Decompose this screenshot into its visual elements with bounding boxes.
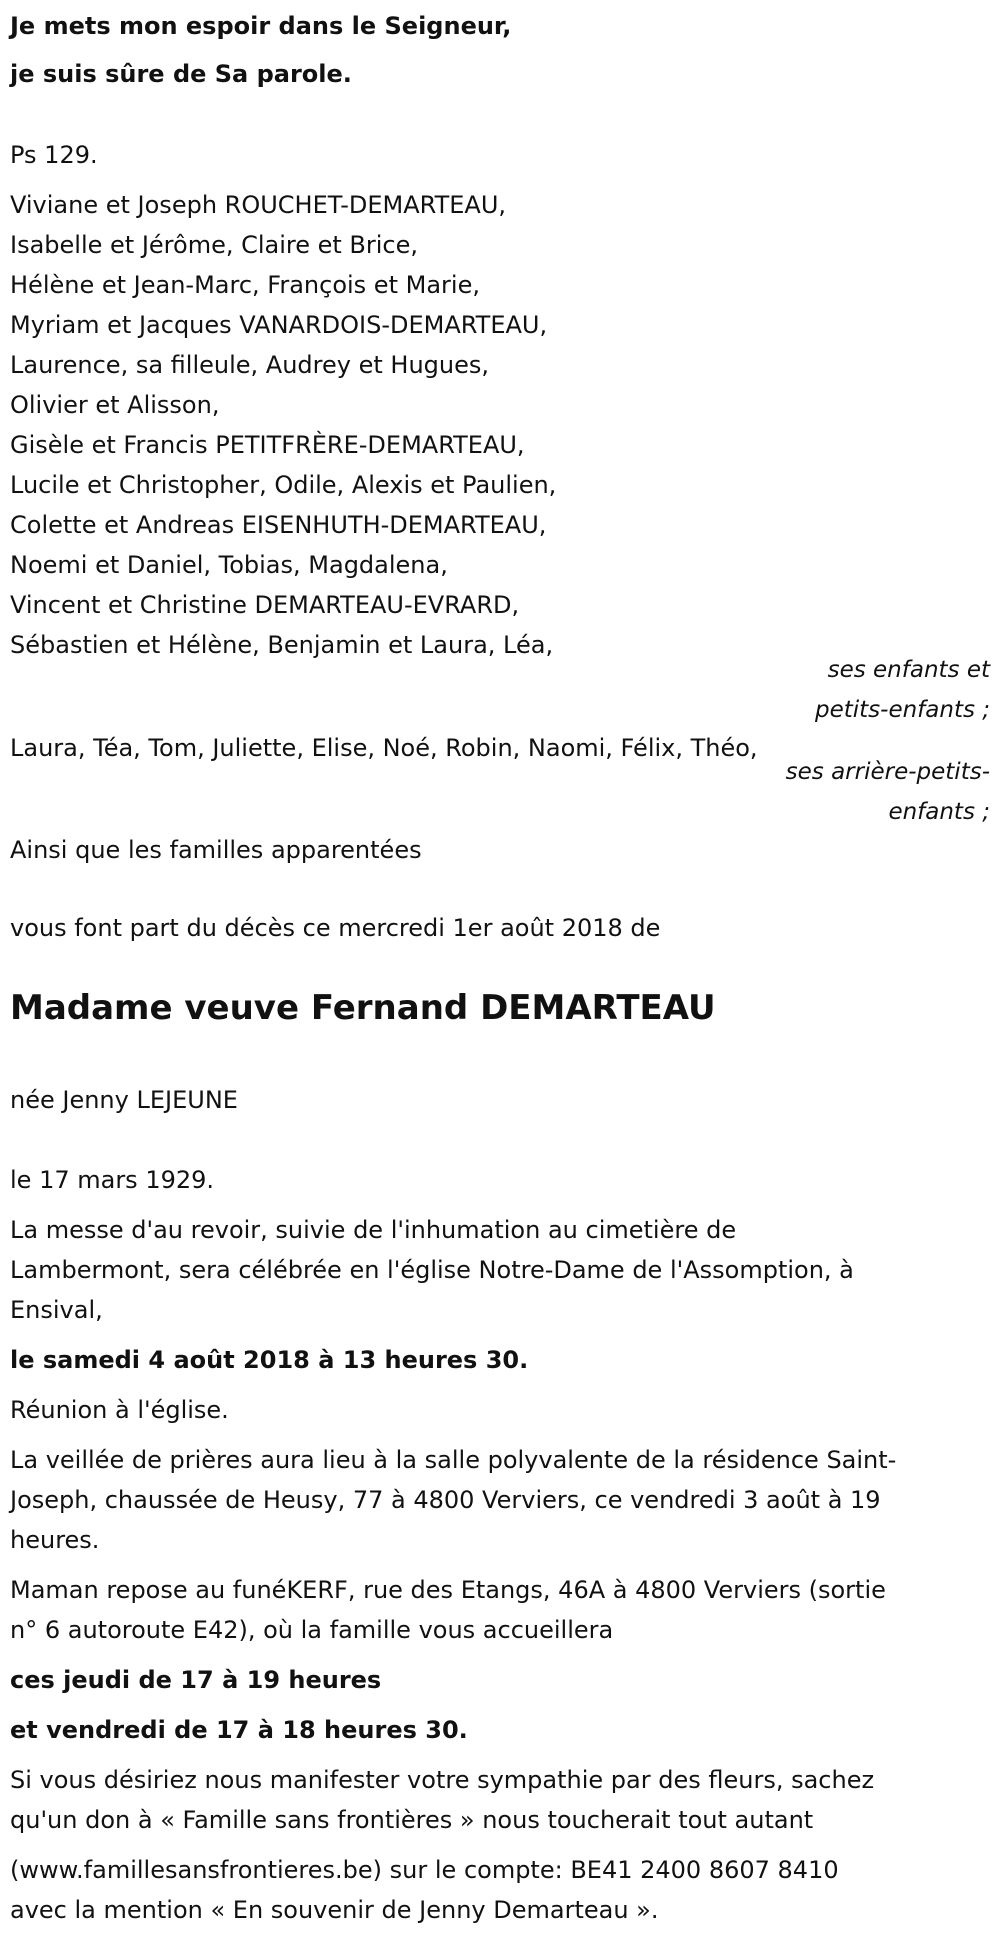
family-line: Sébastien et Hélène, Benjamin et Laura, Léa, [10,631,554,659]
great-grandchildren-role-line-2: enfants ; [888,799,990,825]
family-line: Laurence, sa filleule, Audrey et Hugues, [10,351,489,379]
announcement-line: vous font part du décès ce mercredi 1er août 2018 de [10,914,661,942]
meeting-line: Réunion à l'église. [10,1396,229,1424]
vigil-line: Joseph, chaussée de Heusy, 77 à 4800 Verviers, ce vendredi 3 août à 19 [10,1486,881,1514]
deceased-name: Madame veuve Fernand DEMARTEAU [10,988,716,1028]
vigil-line: heures. [10,1526,100,1554]
mass-line: Ensival, [10,1296,103,1324]
birth-date: le 17 mars 1929. [10,1166,215,1194]
children-role-line-1: ses enfants et [827,657,990,683]
sympathy-line: qu'un don à « Famille sans frontières » nous toucherait tout autant [10,1806,814,1834]
vigil-line: La veillée de prières aura lieu à la salle polyvalente de la résidence Saint- [10,1446,897,1474]
visiting-hours-line: ces jeudi de 17 à 19 heures [10,1666,382,1694]
great-grandchildren-names: Laura, Téa, Tom, Juliette, Elise, Noé, Robin, Naomi, Félix, Théo, [10,734,758,762]
family-line: Myriam et Jacques VANARDOIS-DEMARTEAU, [10,311,548,339]
repose-line: Maman repose au funéKERF, rue des Etangs, 46A à 4800 Verviers (sortie [10,1576,886,1604]
family-line: Vincent et Christine DEMARTEAU-EVRARD, [10,591,520,619]
psalm-reference: Ps 129. [10,141,98,169]
mass-line: La messe d'au revoir, suivie de l'inhumation au cimetière de [10,1216,737,1244]
family-line: Lucile et Christopher, Odile, Alexis et Paulien, [10,471,557,499]
visiting-hours-line: et vendredi de 17 à 18 heures 30. [10,1716,468,1744]
verse-line-2: je suis sûre de Sa parole. [10,60,352,88]
sympathy-line: (www.famillesansfrontieres.be) sur le compte: BE41 2400 8607 8410 [10,1856,839,1884]
family-line: Viviane et Joseph ROUCHET-DEMARTEAU, [10,191,507,219]
great-grandchildren-role-line-1: ses arrière-petits- [785,759,990,785]
sympathy-line: avec la mention « En souvenir de Jenny Demarteau ». [10,1896,659,1924]
family-line: Colette et Andreas EISENHUTH-DEMARTEAU, [10,511,547,539]
family-line: Hélène et Jean-Marc, François et Marie, [10,271,480,299]
repose-line: n° 6 autoroute E42), où la famille vous accueillera [10,1616,614,1644]
family-line: Gisèle et Francis PETITFRÈRE-DEMARTEAU, [10,431,525,459]
relatives-line: Ainsi que les familles apparentées [10,836,422,864]
children-role-line-2: petits-enfants ; [814,697,990,723]
sympathy-line: Si vous désiriez nous manifester votre sympathie par des fleurs, sachez [10,1766,875,1794]
mass-date: le samedi 4 août 2018 à 13 heures 30. [10,1346,529,1374]
family-line: Noemi et Daniel, Tobias, Magdalena, [10,551,448,579]
family-line: Isabelle et Jérôme, Claire et Brice, [10,231,419,259]
family-line: Olivier et Alisson, [10,391,220,419]
verse-line-1: Je mets mon espoir dans le Seigneur, [10,12,512,40]
maiden-name: née Jenny LEJEUNE [10,1086,238,1114]
mass-line: Lambermont, sera célébrée en l'église Notre-Dame de l'Assomption, à [10,1256,854,1284]
